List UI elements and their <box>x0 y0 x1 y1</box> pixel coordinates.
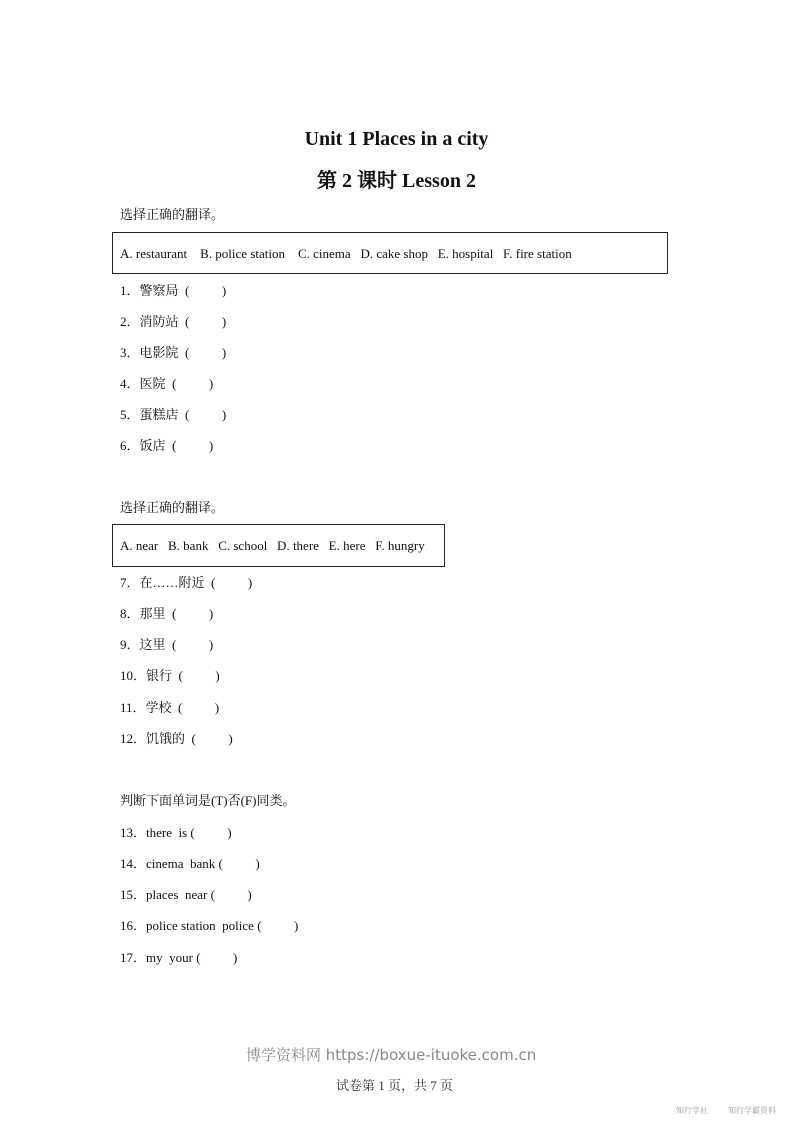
document-title: Unit 1 Places in a city <box>304 128 489 150</box>
section1-instruction: 选择正确的翻译。 <box>120 207 225 222</box>
question-4: 4．医院 ( ) <box>120 376 214 391</box>
corner-label-left: 知行学社 <box>676 1106 708 1115</box>
question-13: 13．there is ( ) <box>120 825 232 840</box>
question-11: 11．学校 ( ) <box>120 700 220 715</box>
question-14: 14．cinema bank ( ) <box>120 856 260 871</box>
question-17: 17．my your ( ) <box>120 950 238 965</box>
question-9: 9．这里 ( ) <box>120 637 214 652</box>
question-2: 2．消防站 ( ) <box>120 314 227 329</box>
watermark: 博学资料网 https://boxue-ituoke.com.cn <box>246 1046 537 1064</box>
page-footer: 试卷第 1 页，共 7 页 <box>336 1078 454 1093</box>
lesson-subtitle: 第 2 课时 Lesson 2 <box>317 170 476 192</box>
question-5: 5．蛋糕店 ( ) <box>120 407 227 422</box>
question-7: 7．在……附近 ( ) <box>120 575 253 590</box>
question-1: 1．警察局 ( ) <box>120 283 227 298</box>
question-12: 12．饥饿的 ( ) <box>120 731 233 746</box>
question-6: 6．饭店 ( ) <box>120 438 214 453</box>
corner-label-right: 知行学霸资料 <box>728 1106 776 1115</box>
section2-instruction: 选择正确的翻译。 <box>120 500 225 515</box>
question-15: 15．places near ( ) <box>120 887 252 902</box>
question-8: 8．那里 ( ) <box>120 606 214 621</box>
section2-options: A. near B. bank C. school D. there E. here F. hungry <box>120 538 425 553</box>
section3-instruction: 判断下面单词是(T)否(F)同类。 <box>120 793 296 808</box>
section1-options: A. restaurant B. police station C. cinema D. cake shop E. hospital F. fire station <box>120 246 572 261</box>
question-10: 10．银行 ( ) <box>120 668 220 683</box>
question-16: 16．police station police ( ) <box>120 918 299 933</box>
question-3: 3．电影院 ( ) <box>120 345 227 360</box>
